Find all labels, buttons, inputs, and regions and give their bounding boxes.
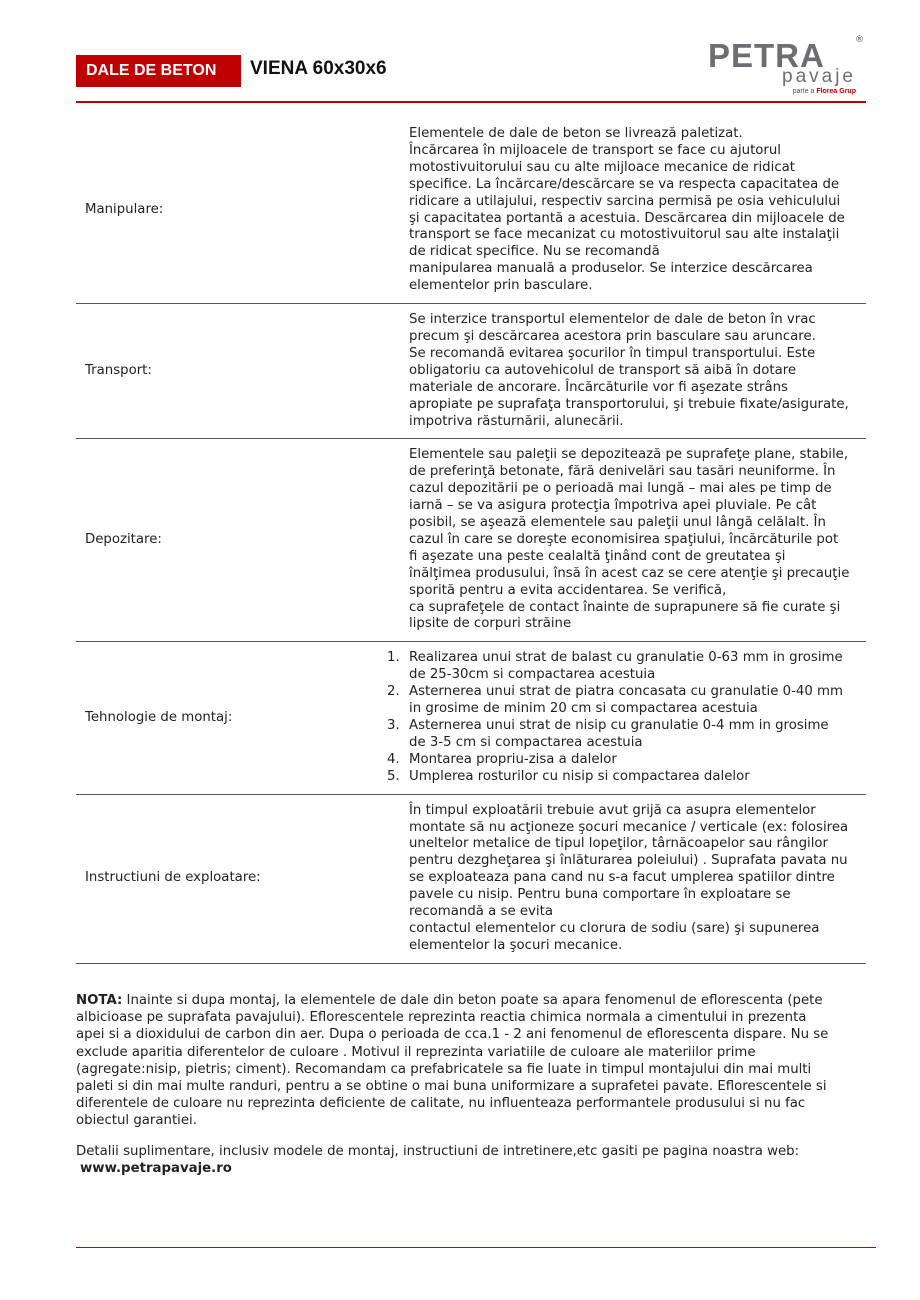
- text-line: recomandă a se evita: [409, 904, 553, 920]
- table-row: [76, 304, 866, 439]
- text-line: pentru dezgheţarea şi înlăturarea poleiului) . Suprafata pavata nu: [409, 853, 848, 869]
- list-item: 5. Umplerea rosturilor cu nisip si compactarea dalelor: [387, 768, 750, 784]
- text-line: contactul elementelor cu clorura de sodiu (sare) şi supunerea: [409, 920, 820, 936]
- text-line: apropiate pe suprafaţa transportorului, şi trebuie fixate/asigurate,: [409, 396, 849, 412]
- text-line: Elementele de dale de beton se livrează paletizat.: [409, 126, 743, 141]
- row-label: Transport:: [76, 304, 385, 439]
- row-label: Manipulare:: [76, 118, 385, 304]
- logo-subtitle: pavaje: [782, 66, 856, 87]
- list-item: 4. Montarea propriu-zisa a dalelor: [387, 751, 617, 767]
- text-line: sporită pentru a evita accidentarea. Se verifică,: [409, 582, 727, 598]
- text-line: elementelor la şocuri mecanice.: [409, 937, 623, 953]
- row-label: Tehnologie de montaj:: [76, 642, 385, 794]
- note-line: (agregate:nisip, pietris; ciment). Recomandam ca prefabricatele sa fie luate in timpul montajului din mai multi: [76, 1061, 812, 1077]
- text-line: elementelor prin basculare.: [409, 278, 593, 294]
- text-line: ca suprafeţele de contact înainte de suprapunere să fie curate şi: [409, 599, 841, 615]
- text-line: ridicare a utilajului, respectiv sarcina permisă pe osia vehiculului: [409, 193, 841, 209]
- footer-details: Detalii suplimentare, inclusiv modele de montaj, instructiuni de intretinere,etc gasiti pe pagina noastra web: www.petrapavaje.ro: [76, 1144, 800, 1177]
- text-line: fi aşezate una peste cealaltă ţinând cont de greutatea şi: [409, 548, 786, 564]
- list-item: 1. Realizarea unui strat de balast cu granulatie 0-63 mm in grosime de 25-30cm si compactarea acestuia: [387, 650, 843, 683]
- note-line: albicioase pe suprafata pavajului). Eflorescentele reprezinta reactia chimica normala a cimentului in prezenta: [76, 1010, 807, 1026]
- row-content: [385, 118, 866, 304]
- text-line: de preferinţă betonate, fără denivelări sau tasări neuniforme. În: [409, 464, 836, 480]
- list-item: 3. Asternerea unui strat de nisip cu granulatie 0-4 mm in grosime de 3-5 cm si compactarea acestuia: [387, 718, 829, 750]
- table-row: [76, 118, 866, 304]
- note-paragraph: [76, 992, 868, 1130]
- text-line: posibil, se aşează elementele sau paleţii unul lângă celălalt. În: [409, 515, 826, 531]
- text-line: se exploateaza pana cand nu s-a facut umplerea spatiilor dintre: [409, 870, 835, 886]
- text-line: impotriva răsturnării, alunecării.: [409, 413, 624, 429]
- text-line: obligatoriu ca autovehicolul de transport să aibă în dotare: [409, 362, 797, 378]
- logo-group: parte a Florea Grup: [792, 88, 856, 95]
- text-line: şi capacitatea portantă a acestuia. Descărcarea din mijloacele de: [409, 210, 845, 226]
- note-line: diferentele de culoare nu reprezinta deficiente de calitate, nu influenteaza performantele produsului si nu fac: [76, 1096, 806, 1112]
- note-label: NOTA:: [76, 993, 123, 1008]
- text-line: lipsite de corpuri străine: [409, 616, 572, 632]
- petra-pavaje-logo: [708, 37, 868, 99]
- text-line: motostivuitorului sau cu alte mijloace mecanice de ridicat: [409, 159, 795, 175]
- row-content: [385, 439, 866, 642]
- text-line: Încărcarea în mijloacele de transport se face cu ajutorul: [409, 142, 782, 158]
- website-link[interactable]: www.petrapavaje.ro: [80, 1161, 232, 1177]
- registered-mark: ®: [855, 35, 864, 45]
- row-content: [385, 304, 866, 439]
- text-line: cazul depozitării pe o perioadă mai lungă – mai ales pe timp de: [409, 481, 832, 497]
- text-line: transport se face mecanizat cu motostivuitorul sau alte instalaţii: [409, 227, 840, 243]
- note-line: obiectul garantiei.: [76, 1113, 197, 1129]
- table-row: [76, 794, 866, 963]
- text-line: materiale de ancorare. Încărcăturile vor fi aşezate strâns: [409, 379, 788, 395]
- row-content: [385, 794, 866, 963]
- note-line: NOTA: Inainte si dupa montaj, la elementele de dale din beton poate sa apara fenomenul de eflorescenta (pete: [76, 993, 823, 1008]
- footer-divider: [76, 1247, 876, 1248]
- text-line: pavele cu nisip. Pentru buna comportare în exploatare se: [409, 887, 791, 903]
- product-title: VIENA 60x30x6: [250, 58, 387, 79]
- text-line: Se recomandă evitarea şocurilor în timpul transportului. Este: [409, 345, 816, 361]
- table-row: [76, 642, 866, 794]
- row-label: Depozitare:: [76, 439, 385, 642]
- text-line: de ridicat specifice. Nu se recomandă: [409, 244, 660, 260]
- text-line: Se interzice transportul elementelor de dale de beton în vrac: [409, 312, 816, 328]
- list-item: 2. Asternerea unui strat de piatra concasata cu granulatie 0-40 mm in grosime de minim 20 cm si compactarea acestuia: [387, 684, 843, 717]
- text-line: uneltelor metalice de tipul lopeţilor, târnăcoapelor sau rângilor: [409, 836, 829, 852]
- note-line: exclude aparitia diferentelor de culoare . Motivul il reprezinta variatiile de culoare ale materiilor prime: [76, 1044, 756, 1060]
- text-line: manipularea manuală a produselor. Se interzice descărcarea: [409, 261, 813, 277]
- text-line: înălţimea produsului, însă în acest caz se cere atenţie şi precauţie: [409, 565, 850, 581]
- text-line: În timpul exploatării trebuie avut grijă ca asupra elementelor: [409, 802, 816, 818]
- text-line: montate să nu acţioneze şocuri mecanice / verticale (ex: folosirea: [409, 819, 849, 835]
- steps-list: [387, 650, 866, 785]
- text-line: iarnă – se va asigura protecţia împotriva apei pluviale. Pe cât: [409, 498, 817, 514]
- row-content: [385, 642, 866, 794]
- note-line: apei si a dioxidului de carbon din aer. Dupa o perioada de cca.1 - 2 ani fenomenul de eflorescenta dispare. Nu se: [76, 1027, 829, 1043]
- text-line: Elementele sau paleţii se depozitează pe suprafeţe plane, stabile,: [409, 447, 849, 463]
- note-line: paleti si din mai multe randuri, pentru a se obtine o mai buna uniformizare a suprafetei pavate. Eflorescentele si: [76, 1079, 827, 1095]
- header-divider: [76, 101, 866, 103]
- table-row: [76, 439, 866, 642]
- row-label: Instructiuni de exploatare:: [76, 794, 385, 963]
- text-line: precum şi descărcarea acestora prin basculare sau aruncare.: [409, 328, 816, 344]
- text-line: cazul în care se doreşte economisirea spaţiului, încărcăturile pot: [409, 531, 839, 547]
- specs-table: [76, 118, 866, 964]
- category-badge: DALE DE BETON: [76, 55, 241, 87]
- logo-text: PETRA: [708, 37, 825, 74]
- text-line: specifice. La încărcare/descărcare se va respecta capacitatea de: [409, 176, 840, 192]
